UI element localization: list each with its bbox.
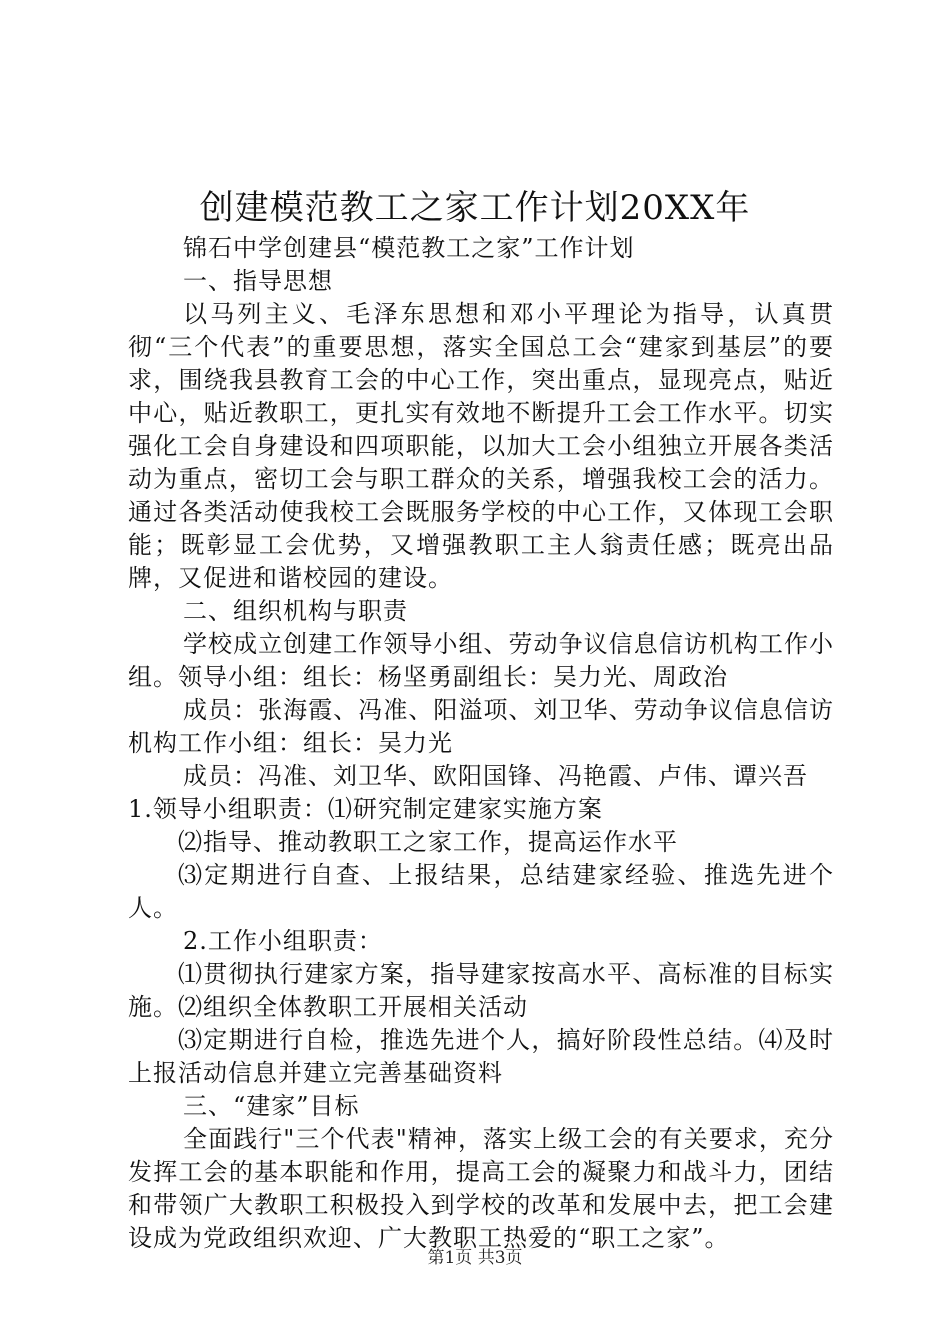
document-body: [128, 232, 834, 1255]
paragraph-members-1: 成员：张海霞、冯准、阳溢项、刘卫华、劳动争议信息信访机构工作小组：组长：吴力光: [128, 696, 834, 757]
paragraph-workgroup-duty-3: ⑶定期进行自检，推选先进个人，搞好阶段性总结。⑷及时上报活动信息并建立完善基础资料: [128, 1026, 834, 1087]
page-footer: 第1页 共3页: [427, 1248, 523, 1268]
section-heading-goals: 三、“建家”目标: [183, 1092, 360, 1120]
document-title: 创建模范教工之家工作计划20XX年: [199, 188, 751, 228]
paragraph-workgroup-duty-1: ⑴贯彻执行建家方案，指导建家按高水平、高标准的目标实施。⑵组织全体教职工开展相关活动: [128, 960, 834, 1021]
paragraph-members-2: 成员：冯准、刘卫华、欧阳国锋、冯艳霞、卢伟、谭兴吾: [183, 762, 808, 790]
paragraph-workgroup-duties: 2.工作小组职责：: [183, 927, 383, 955]
paragraph-duty-3: ⑶定期进行自查、上报结果，总结建家经验、推选先进个人。: [128, 861, 834, 922]
subtitle-paragraph: 锦石中学创建县“模范教工之家”工作计划: [183, 234, 635, 262]
paragraph-organization: 学校成立创建工作领导小组、劳动争议信息信访机构工作小组。领导小组：组长：杨坚勇副组长：吴力光、周政治: [128, 630, 834, 691]
paragraph-leader-duties: 1.领导小组职责：⑴研究制定建家实施方案: [128, 795, 603, 823]
paragraph-duty-2: ⑵指导、推动教职工之家工作，提高运作水平: [178, 828, 678, 856]
paragraph-goals: 全面践行"三个代表"精神，落实上级工会的有关要求，充分发挥工会的基本职能和作用，提高工会的凝聚力和战斗力，团结和带领广大教职工积极投入到学校的改革和发展中去，把工会建设成为党政组织欢迎、广大教职工热爱的“职工之家”。: [128, 1125, 834, 1252]
section-heading-guiding-ideology: 一、指导思想: [183, 267, 333, 295]
section-heading-organization: 二、组织机构与职责: [183, 597, 408, 625]
paragraph-guiding-ideology: 以马列主义、毛泽东思想和邓小平理论为指导，认真贯彻“三个代表”的重要思想，落实全国总工会“建家到基层”的要求，围绕我县教育工会的中心工作，突出重点，显现亮点，贴近中心，贴近教职工，更扎实有效地不断提升工会工作水平。切实强化工会自身建设和四项职能，以加大工会小组独立开展各类活动为重点，密切工会与职工群众的关系，增强我校工会的活力。通过各类活动使我校工会既服务学校的中心工作，又体现工会职能；既彰显工会优势，又增强教职工主人翁责任感；既亮出品牌，又促进和谐校园的建设。: [128, 300, 834, 592]
